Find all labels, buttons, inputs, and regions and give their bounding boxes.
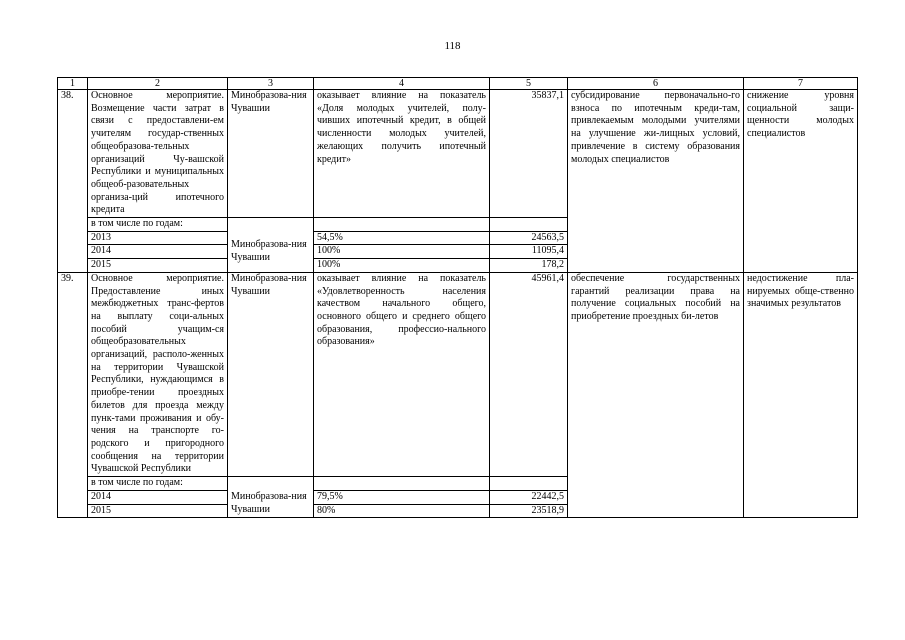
years-label: в том числе по годам: (88, 477, 228, 491)
funding-amount: 11095,4 (490, 245, 568, 259)
year: 2014 (88, 490, 228, 504)
target-value: 100% (314, 259, 490, 273)
funding-amount: 35837,1 (490, 90, 568, 218)
years-label: в том числе по годам: (88, 218, 228, 232)
year: 2014 (88, 245, 228, 259)
table-row (58, 272, 858, 476)
executor: Минобразова-ния Чувашии (228, 90, 314, 218)
measure-name: Основное мероприятие. Предоставление иных межбюджетных транс-фертов на выплату соци-альных пособий учащим-ся общеобразовательных организаций, располо-женных на территории Чувашской Республики, нуждающимся в приобре-тении проездных билетов для проезда между пунк-тами проживания и обу-чения на транспорте го-родского и пригородного сообщения на территории Чувашской Республики (88, 272, 228, 476)
year: 2015 (88, 259, 228, 273)
expected-result: субсидирование первоначально-го взноса по ипотечным креди-там, привлекаемым молодыми учителями на улучшение жи-лищных условий, привлечение в систему образования молодых специалистов (568, 90, 744, 273)
target-value: 80% (314, 504, 490, 518)
target-value: 54,5% (314, 231, 490, 245)
expected-result: обеспечение государственных гарантий реализации права на получение социальных пособий на приобретение проездных би-летов (568, 272, 744, 517)
table-row (58, 90, 858, 218)
column-header: 2 (88, 78, 228, 90)
column-header: 7 (744, 78, 858, 90)
row-number: 38. (58, 90, 88, 273)
column-header: 4 (314, 78, 490, 90)
measure-name: Основное мероприятие. Возмещение части затрат в связи с предоставлени-ем учителям государ-ственных общеобразова-тельных организаций Чу-вашской Республики и муниципальных общеоб-разовательных организа-ций ипотечного кредита (88, 90, 228, 218)
year: 2013 (88, 231, 228, 245)
indicator-influence: оказывает влияние на показатель «Удовлетворенность населения качеством начального общего, основного общего и среднего общего образования, профессио-нального образования» (314, 272, 490, 476)
row-number: 39. (58, 272, 88, 517)
year: 2015 (88, 504, 228, 518)
funding-amount: 24563,5 (490, 231, 568, 245)
non-implementation-consequence: недостижение пла-нируемых обще-ственно значимых результатов (744, 272, 858, 517)
non-implementation-consequence: снижение уровня социальной защи-щенности молодых специалистов (744, 90, 858, 273)
indicator-influence: оказывает влияние на показатель «Доля молодых учителей, полу-чивших ипотечный кредит, в общей численности молодых учителей, желающих получить ипотечный кредит» (314, 90, 490, 218)
executor: Минобразова-ния Чувашии (228, 490, 314, 517)
funding-amount: 22442,5 (490, 490, 568, 504)
funding-amount: 23518,9 (490, 504, 568, 518)
column-header: 3 (228, 78, 314, 90)
executor: Минобразова-ния Чувашии (228, 231, 314, 272)
column-header: 6 (568, 78, 744, 90)
program-measures-table (57, 77, 858, 518)
column-header: 5 (490, 78, 568, 90)
column-number-row (58, 78, 858, 90)
page-number: 118 (444, 40, 461, 52)
funding-amount: 45961,4 (490, 272, 568, 476)
target-value: 79,5% (314, 490, 490, 504)
funding-amount: 178,2 (490, 259, 568, 273)
target-value: 100% (314, 245, 490, 259)
column-header: 1 (58, 78, 88, 90)
executor: Минобразова-ния Чувашии (228, 272, 314, 476)
